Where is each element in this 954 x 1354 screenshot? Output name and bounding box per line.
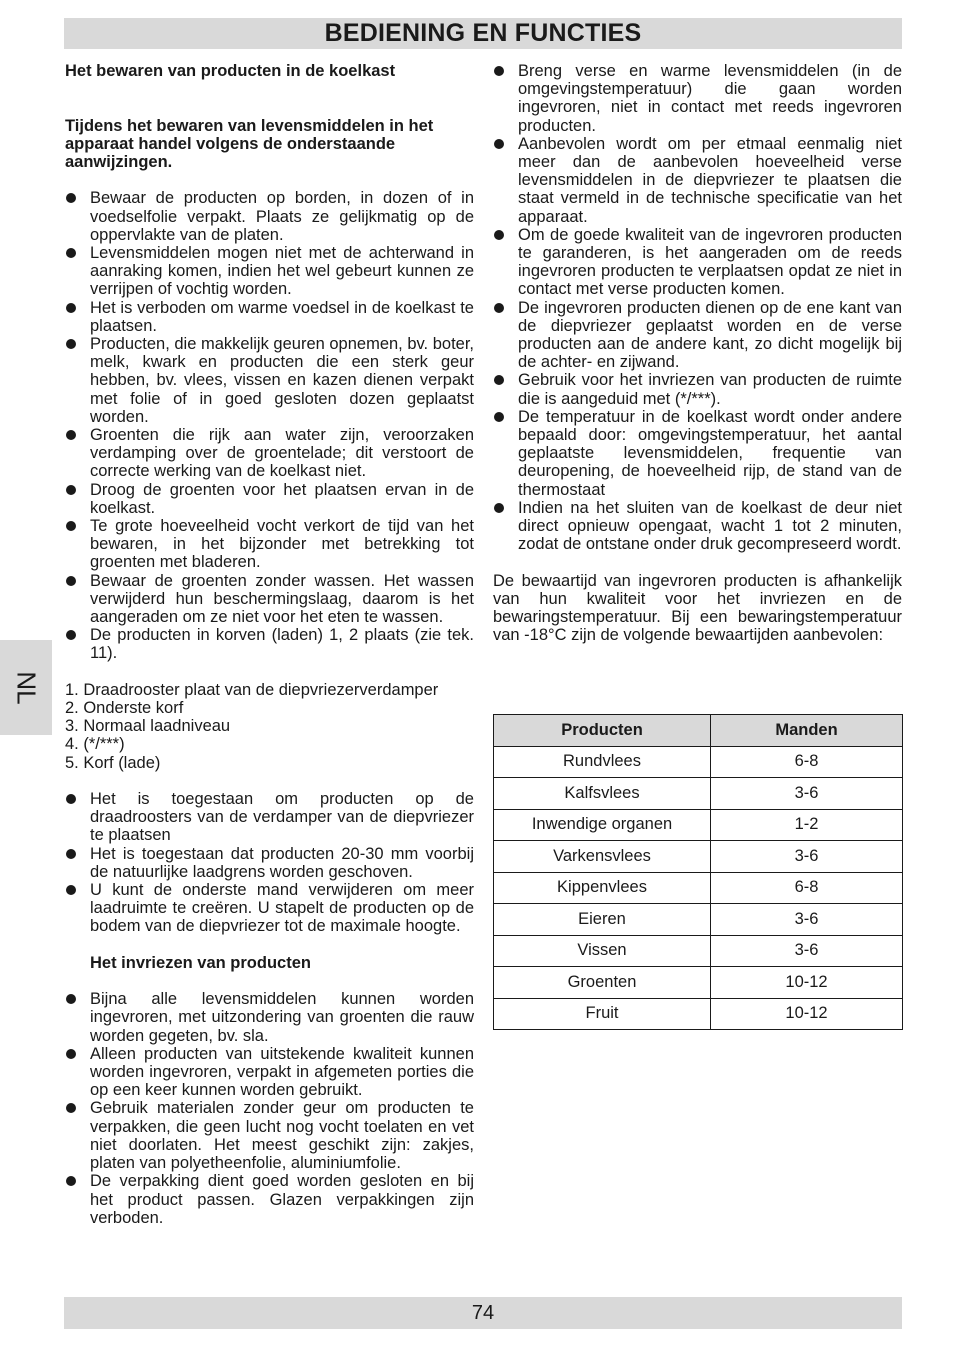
bullet-icon	[66, 885, 76, 895]
list-item: Bewaar de groenten zonder wassen. Het wassen verwijderd hun beschermingslaag, daarom is het aangeraden om ze niet voor het eten te wassen.	[65, 572, 474, 627]
list-item: Droog de groenten voor het plaatsen ervan in de koelkast.	[65, 481, 474, 517]
instruction-heading: Tijdens het bewaren van levensmiddelen in het apparaat handel volgens de onderstaande aanwijzingen.	[65, 116, 434, 171]
language-tab	[0, 640, 52, 735]
table-row	[494, 746, 903, 778]
list-item: De verpakking dient goed worden gesloten en bij het product passen. Glazen verpakkingen zijn verboden.	[65, 1172, 474, 1227]
freezing-tips-bullet-list	[493, 62, 902, 553]
bullet-icon	[494, 230, 504, 240]
product-cell: Rundvlees	[494, 746, 711, 778]
list-item: Om de goede kwaliteit van de ingevroren producten te garanderen, is het aangeraden om de reeds ingevroren producten te verplaatsen opdat ze niet in contact met verse producten komen.	[493, 226, 902, 299]
list-item: Gebruik materialen zonder geur om producten te verpakken, die geen lucht nog vocht toelaten en vet niet doorlaten. Het meest geschikt zijn: zakjes, platen van polyetheenfolie, aluminiumfolie.	[65, 1099, 474, 1172]
bullet-icon	[66, 576, 76, 586]
list-item: Producten, die makkelijk geuren opnemen, bv. boter, melk, kwark en producten die een sterk geur hebben, bv. vlees, vissen en kazen dienen verpakt met folie of in goed gesloten dozen geplaatst worden.	[65, 335, 474, 426]
freezing-bullet-list	[65, 990, 474, 1227]
column-header-months: Manden	[711, 715, 903, 747]
freezer-load-bullet-list	[65, 790, 474, 936]
section-heading-freezing: Het invriezen van producten	[90, 953, 311, 972]
bullet-icon	[494, 412, 504, 422]
months-cell: 6-8	[711, 872, 903, 904]
bullet-icon	[66, 521, 76, 531]
table-row	[494, 778, 903, 810]
legend-item: 3. Normaal laadniveau	[65, 717, 231, 736]
legend-item: 5. Korf (lade)	[65, 753, 161, 772]
table-row	[494, 967, 903, 999]
bullet-icon	[66, 430, 76, 440]
page-number: 74	[471, 1302, 495, 1324]
list-item: Breng verse en warme levensmiddelen (in de omgevingstemperatuur) die gaan worden ingevroren, niet in contact met reeds ingevroren producten.	[493, 62, 902, 135]
table-row	[494, 904, 903, 936]
product-cell: Varkensvlees	[494, 841, 711, 873]
bullet-icon	[66, 1103, 76, 1113]
section-heading-storage: Het bewaren van producten in de koelkast	[65, 62, 396, 80]
bullet-icon	[66, 485, 76, 495]
list-item: Gebruik voor het invriezen van producten de ruimte die is aangeduid met (*/***).	[493, 371, 902, 407]
months-cell: 6-8	[711, 746, 903, 778]
months-cell: 3-6	[711, 904, 903, 936]
bullet-icon	[66, 794, 76, 804]
storage-time-paragraph: De bewaartijd van ingevroren producten is afhankelijk van hun kwaliteit voor het invriezen en de bewaringstemperatuur. Bij een bewaringstemperatuur van -18°C zijn de volgende bewaartijden aanbevolen:	[493, 571, 902, 645]
legend-item: 2. Onderste korf	[65, 699, 184, 718]
list-item: De producten in korven (laden) 1, 2 plaats (zie tek. 11).	[65, 626, 474, 662]
page-title: BEDIENING EN FUNCTIES	[324, 19, 642, 47]
product-cell: Groenten	[494, 967, 711, 999]
bullet-icon	[66, 1049, 76, 1059]
list-item: Bewaar de producten op borden, in dozen of in voedselfolie verpakt. Plaats ze gelijkmatig op de oppervlakte van de platen.	[65, 189, 474, 244]
bullet-icon	[494, 303, 504, 313]
list-item: Indien na het sluiten van de koelkast de deur niet direct opnieuw opengaat, wacht 1 tot 2 minuten, zodat de ontstane onder druk gecompreseerd wordt.	[493, 499, 902, 554]
product-cell: Kippenvlees	[494, 872, 711, 904]
months-cell: 10-12	[711, 967, 903, 999]
product-cell: Inwendige organen	[494, 809, 711, 841]
storage-bullet-list	[65, 189, 474, 662]
list-item: Het is verboden om warme voedsel in de koelkast te plaatsen.	[65, 299, 474, 335]
bullet-icon	[66, 193, 76, 203]
product-cell: Kalfsvlees	[494, 778, 711, 810]
product-cell: Vissen	[494, 935, 711, 967]
title-bar	[64, 18, 902, 49]
footer-bar	[64, 1297, 902, 1329]
language-tab-label: NL	[11, 671, 42, 705]
bullet-icon	[66, 994, 76, 1004]
list-item: De temperatuur in de koelkast wordt onder andere bepaald door: omgevingstemperatuur, het aantal geplaatste levensmiddelen, frequentie van deuropening, de hoeveelheid rijp, de stand van de thermostaat	[493, 408, 902, 499]
list-item: Alleen producten van uitstekende kwaliteit kunnen worden ingevroren, verpakt in afgemeten porties die op een keer kunnen worden gebruikt.	[65, 1045, 474, 1100]
table-row	[494, 872, 903, 904]
list-item: Te grote hoeveelheid vocht verkort de tijd van het bewaren, in het bijzonder met betrekking tot groenten met bladeren.	[65, 517, 474, 572]
list-item: U kunt de onderste mand verwijderen om meer laadruimte te creëren. U stapelt de producten op de bodem van de diepvriezer tot de maximale hoogte.	[65, 881, 474, 936]
right-column	[493, 62, 902, 644]
months-cell: 3-6	[711, 778, 903, 810]
storage-time-table	[493, 714, 903, 1030]
bullet-icon	[66, 248, 76, 258]
legend-item: 1. Draadrooster plaat van de diepvriezerverdamper	[65, 680, 439, 699]
months-cell: 3-6	[711, 935, 903, 967]
months-cell: 3-6	[711, 841, 903, 873]
column-header-products: Producten	[494, 715, 711, 747]
list-item: Het is toegestaan om producten op de draadroosters van de verdamper van de diepvriezer te plaatsen	[65, 790, 474, 845]
bullet-icon	[494, 66, 504, 76]
bullet-icon	[494, 139, 504, 149]
months-cell: 10-12	[711, 998, 903, 1030]
list-item: Aanbevolen wordt om per etmaal eenmalig niet meer dan de aanbevolen hoeveelheid verse levensmiddelen in de diepvriezer te plaatsen die staat vermeld in de technische specificatie van het apparaat.	[493, 135, 902, 226]
bullet-icon	[66, 339, 76, 349]
table-row	[494, 809, 903, 841]
table-row	[494, 998, 903, 1030]
table-header-row	[494, 715, 903, 747]
list-item: Levensmiddelen mogen niet met de achterwand in aanraking komen, indien het wel gebeurt kunnen ze verrijpen of vochtig worden.	[65, 244, 474, 299]
product-cell: Fruit	[494, 998, 711, 1030]
list-item: De ingevroren producten dienen op de ene kant van de diepvriezer geplaatst worden en de verse producten aan de andere kant, zo dicht mogelijk bij de achter- en zijwand.	[493, 299, 902, 372]
bullet-icon	[66, 849, 76, 859]
bullet-icon	[494, 503, 504, 513]
legend-item: 4. (*/***)	[65, 735, 125, 754]
table-row	[494, 935, 903, 967]
product-cell: Eieren	[494, 904, 711, 936]
left-column	[65, 62, 474, 1227]
bullet-icon	[66, 630, 76, 640]
table-row	[494, 841, 903, 873]
list-item: Bijna alle levensmiddelen kunnen worden ingevroren, met uitzondering van groenten die rauw worden gegeten, bv. sla.	[65, 990, 474, 1045]
legend-list	[65, 681, 474, 772]
list-item: Groenten die rijk aan water zijn, veroorzaken verdamping over de groentelade; dit verstoort de correcte werking van de koelkast niet.	[65, 426, 474, 481]
bullet-icon	[66, 1176, 76, 1186]
bullet-icon	[66, 303, 76, 313]
list-item: Het is toegestaan dat producten 20-30 mm voorbij de natuurlijke laadgrens worden geschoven.	[65, 845, 474, 881]
months-cell: 1-2	[711, 809, 903, 841]
bullet-icon	[494, 375, 504, 385]
